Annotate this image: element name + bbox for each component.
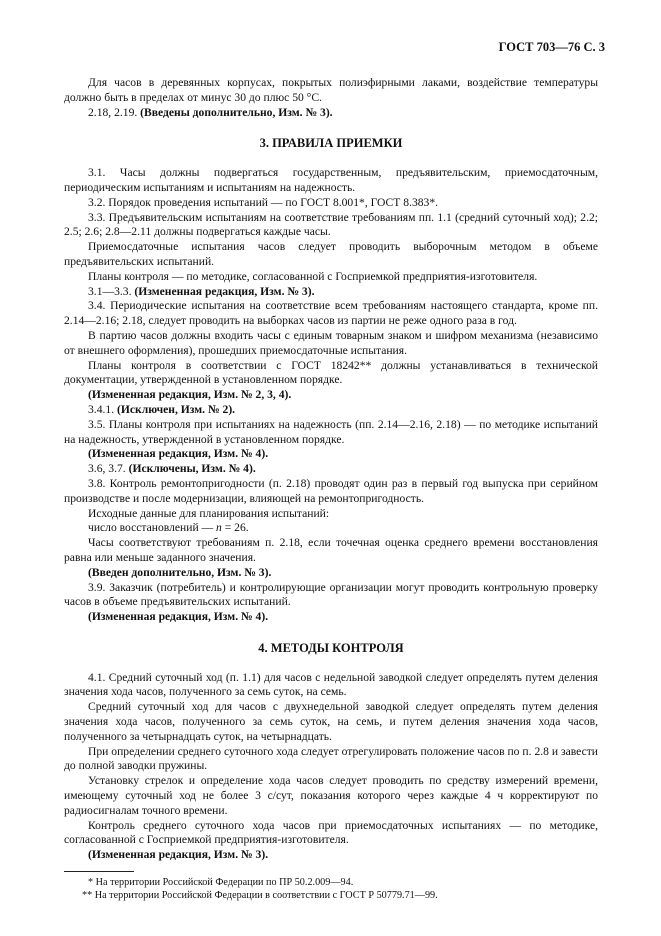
- amendment-note: (Измененная редакция, Изм. № 3).: [88, 848, 269, 862]
- paragraph: 3.8. Контроль ремонтопригодности (п. 2.18) проводят один раз в первый год выпуска при серийном производстве и после модернизации, влияющей на ремонтопригодность.: [64, 476, 598, 505]
- amendment-note: (Измененная редакция, Изм. № 4).: [88, 610, 269, 624]
- paragraph: Исходные данные для планирования испытаний:: [88, 506, 330, 520]
- paragraph: Планы контроля — по методике, согласованной с Госприемкой предприятия-изготовителя.: [88, 269, 538, 283]
- paragraph: Установку стрелок и определение хода часов следует проводить по средству измерений времени, имеющему суточный ход не более 3 с/сут, показания которого через каждые 4 ч корректируют по радиосигналам точного времени.: [64, 774, 598, 817]
- paragraph: При определении среднего суточного хода следует отрегулировать положение часов по п. 2.8 и завести до полной заводки пружины.: [64, 744, 598, 773]
- paragraph: В партию часов должны входить часы с единым товарным знаком и шифром механизма (независимо от внешнего оформления), прошедших приемосдаточные испытания.: [64, 328, 598, 357]
- paragraph: число восстановлений — n = 26.: [88, 521, 249, 535]
- paragraph: 3.3. Предъявительским испытаниям на соответствие требованиям пп. 1.1 (средний суточный ход); 2.2; 2.5; 2.6; 2.8—2.11 должны подвергаться каждые часы.: [64, 210, 598, 239]
- paragraph: 3.1—3.3. (Измененная редакция, Изм. № 3).: [88, 284, 315, 298]
- paragraph: 3.4. Периодические испытания на соответствие всем требованиям настоящего стандарта, кроме пп. 2.14—2.16; 2.18, следует проводить на выборках часов из партии не реже одного раза в год.: [64, 299, 598, 328]
- paragraph: 4.1. Средний суточный ход (п. 1.1) для часов с недельной заводкой следует определять путем деления значения хода часов, полученного за семь суток, на семь.: [64, 670, 598, 699]
- footnote: ** На территории Российской Федерации в соответствии с ГОСТ Р 50779.71—99.: [82, 890, 438, 902]
- amendment-note: (Измененная редакция, Изм. № 2, 3, 4).: [88, 388, 292, 402]
- paragraph: 2.18, 2.19. (Введены дополнительно, Изм. № 3).: [88, 105, 333, 119]
- paragraph: 3.1. Часы должны подвергаться государственным, предъявительским, приемосдаточным, периодическим испытаниям и испытаниям на надежность.: [64, 166, 598, 194]
- document-body: [64, 76, 598, 902]
- amendment-note: (Измененная редакция, Изм. № 4).: [88, 447, 269, 461]
- paragraph: Для часов в деревянных корпусах, покрытых полиэфирными лаками, воздействие температуры должно быть в пределах от минус 30 до плюс 50 °С.: [64, 76, 598, 104]
- section-title: 3. ПРАВИЛА ПРИЕМКИ: [259, 136, 403, 151]
- paragraph: 3.2. Порядок проведения испытаний — по ГОСТ 8.001*, ГОСТ 8.383*.: [88, 195, 439, 209]
- paragraph: Часы соответствуют требованиям п. 2.18, если точечная оценка среднего времени восстановления равна или меньше заданного значения.: [64, 536, 598, 564]
- amendment-note: (Введен дополнительно, Изм. № 3).: [88, 565, 272, 579]
- paragraph: Контроль среднего суточного хода часов при приемосдаточных испытаниях — по методике, согласованной с Госприемкой предприятия-изготовителя.: [64, 818, 598, 847]
- paragraph: Средний суточный ход для часов с двухнедельной заводкой следует определять путем деления значения хода часов, полученного за семь суток, на семь, и путем деления значения хода часов, полученного за четырнадцать суток, на четырнадцать.: [64, 700, 598, 743]
- paragraph: 3.9. Заказчик (потребитель) и контролирующие организации могут проводить контрольную проверку часов в объеме предъявительских испытаний.: [64, 580, 598, 609]
- paragraph: 3.5. Планы контроля при испытаниях на надежность (пп. 2.14—2.16, 2.18) — по методике испытаний на надежность, утвержденной в установленном порядке.: [64, 417, 598, 446]
- paragraph: Планы контроля в соответствии с ГОСТ 18242** должны устанавливаться в технической документации, утвержденной в установленном порядке.: [64, 358, 598, 387]
- page-header: ГОСТ 703—76 С. 3: [498, 40, 605, 54]
- footnote: * На территории Российской Федерации по ПР 50.2.009—94.: [88, 877, 354, 889]
- section-title: 4. МЕТОДЫ КОНТРОЛЯ: [258, 640, 404, 655]
- paragraph: 3.6, 3.7. (Исключены, Изм. № 4).: [88, 462, 256, 476]
- paragraph: 3.4.1. (Исключен, Изм. № 2).: [88, 402, 236, 416]
- footnote-divider: [64, 871, 134, 872]
- paragraph: Приемосдаточные испытания часов следует проводить выборочным методом в объеме предъявительских испытаний.: [64, 240, 598, 268]
